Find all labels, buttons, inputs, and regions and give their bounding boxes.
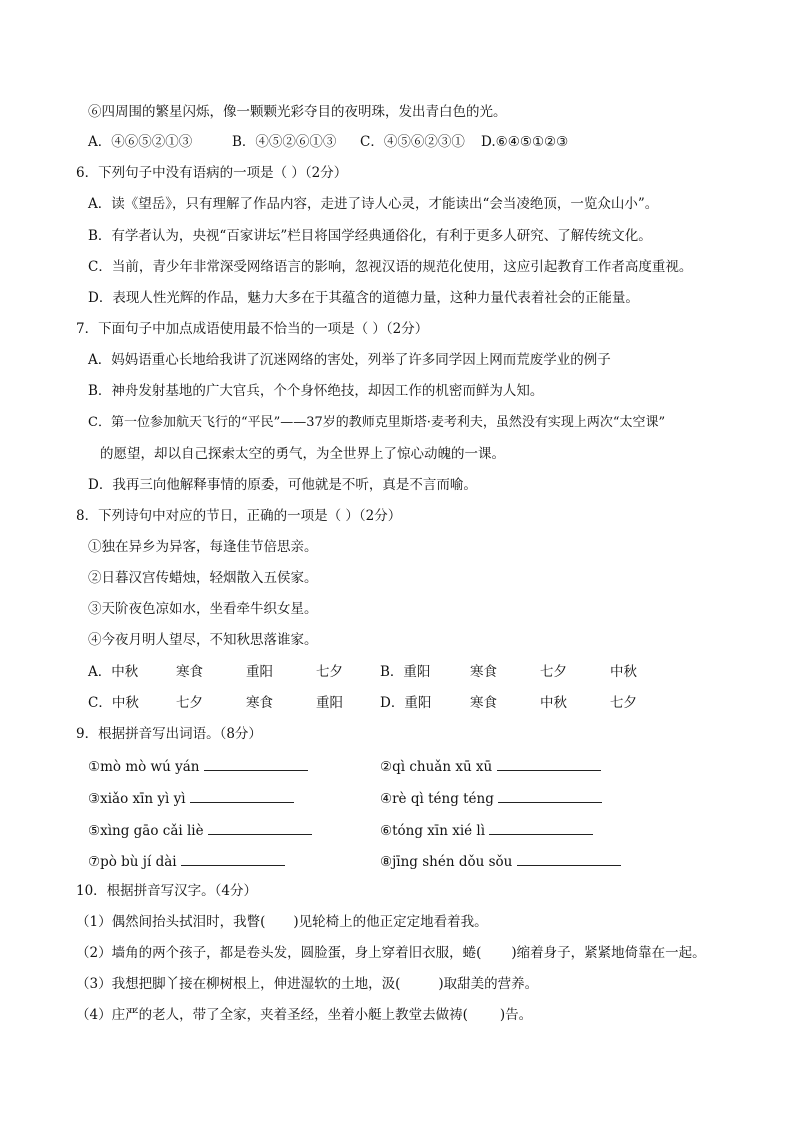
q7-option-d: D．我再三向他解释事情的原委，可他就是不听，真是不言而喻。 — [88, 477, 477, 493]
q9-item-5 — [88, 820, 312, 841]
question-9-stem: 9．根据拼音写出词语。（8分） — [76, 726, 262, 742]
q9-item-1-answer-line[interactable] — [204, 756, 308, 771]
q9-item-8-answer-line[interactable] — [517, 851, 621, 866]
q10-item-3-after: )取甜美的营养。 — [438, 976, 539, 992]
q9-item-3-answer-line[interactable] — [190, 788, 294, 803]
q9-item-6 — [380, 820, 593, 841]
q8-row1-cell-4: 七夕 — [316, 664, 343, 680]
q8-row1-cell-2: 寒食 — [176, 664, 203, 680]
question-5-item-6: ⑥四周围的繁星闪烁，像一颗颗光彩夺目的夜明珠，发出青白色的光。 — [88, 104, 507, 120]
q10-item-2 — [76, 943, 706, 963]
q10-item-2-after: )缩着身子，紧紧地倚靠在一起。 — [511, 945, 706, 961]
q9-item-1 — [88, 756, 308, 777]
q8-row1-cell-5: B．重阳 — [380, 664, 431, 680]
q6-option-c: C．当前，青少年非常深受网络语言的影响，忽视汉语的规范化使用，这应引起教育工作者高度重视。 — [88, 259, 693, 275]
q9-item-2 — [380, 756, 601, 777]
q6-option-a: A．读《望岳》，只有理解了作品内容，走进了诗人心灵，才能读出“会当凌绝顶，一览众山小”。 — [88, 196, 659, 212]
q9-item-5-pinyin: ⑤xìng gāo cǎi liè — [88, 823, 204, 839]
q7-option-b: B．神舟发射基地的广大官兵，个个身怀绝技，却因工作的机密而鲜为人知。 — [88, 383, 544, 399]
q9-item-5-answer-line[interactable] — [208, 820, 312, 835]
q8-row2-cell-1: C．中秋 — [88, 695, 139, 711]
question-8-stem: 8．下列诗句中对应的节日，正确的一项是（ ）（2分） — [76, 508, 402, 524]
question-7-stem: 7．下面句子中加点成语使用最不恰当的一项是（ ）（2分） — [76, 321, 429, 337]
q8-row1-cell-1: A．中秋 — [88, 664, 139, 680]
q9-item-2-pinyin: ②qì chuǎn xū xū — [380, 759, 493, 775]
q9-item-7-pinyin: ⑦pò bù jí dài — [88, 854, 177, 870]
q8-row2-cell-8: 七夕 — [610, 695, 637, 711]
q9-item-3-pinyin: ③xiǎo xīn yì yì — [88, 791, 186, 807]
q9-item-4 — [380, 788, 602, 809]
q9-item-7 — [88, 851, 285, 872]
q9-item-8-pinyin: ⑧jīng shén dǒu sǒu — [380, 854, 513, 870]
q10-item-4-after: )告。 — [499, 1007, 533, 1023]
q9-item-3 — [88, 788, 294, 809]
q5-option-d: D.⑥④⑤①②③ — [481, 134, 569, 150]
q9-item-1-pinyin: ①mò mò wú yán — [88, 759, 200, 775]
q10-item-2-before: （2）墙角的两个孩子，都是卷头发，圆脸蛋，身上穿着旧衣服，蜷( — [76, 945, 482, 961]
q7-option-c-line-2: 的愿望，却以自己探索太空的勇气，为全世界上了惊心动魄的一课。 — [100, 446, 505, 462]
q8-row2-cell-5: D．重阳 — [380, 695, 432, 711]
q8-row2-cell-7: 中秋 — [540, 695, 567, 711]
q8-row1-cell-7: 七夕 — [540, 664, 567, 680]
question-10-stem: 10．根据拼音写汉字。（4分） — [76, 883, 258, 899]
q8-row2-cell-6: 寒食 — [470, 695, 497, 711]
q9-item-2-answer-line[interactable] — [497, 756, 601, 771]
q7-option-a: A．妈妈语重心长地给我讲了沉迷网络的害处，列举了许多同学因上网而荒废学业的例子 — [88, 352, 611, 368]
q9-item-4-pinyin: ④rè qì téng téng — [380, 791, 494, 807]
q10-item-4-before: （4）庄严的老人，带了全家，夹着圣经，坐着小艇上教堂去做祷( — [76, 1007, 468, 1023]
q9-item-6-answer-line[interactable] — [489, 820, 593, 835]
q8-row1-cell-6: 寒食 — [470, 664, 497, 680]
q9-item-7-answer-line[interactable] — [181, 851, 285, 866]
q8-poem-4: ④今夜月明人望尽，不知秋思落谁家。 — [88, 632, 318, 648]
q9-item-8 — [380, 851, 621, 872]
q5-option-b: B．④⑤②⑥①③ — [232, 134, 337, 150]
q10-item-3 — [76, 974, 538, 994]
q10-item-3-before: （3）我想把脚丫接在柳树根上，伸进湿软的土地，汲( — [76, 976, 401, 992]
q8-row1-cell-8: 中秋 — [610, 664, 637, 680]
q9-item-6-pinyin: ⑥tóng xīn xié lì — [380, 823, 486, 839]
question-6-stem: 6．下列句子中没有语病的一项是（ ）（2分） — [76, 165, 348, 181]
q7-option-c-line-1: C．第一位参加航天飞行的“平民”——37岁的教师克里斯塔·麦考利夫，虽然没有实现上两次“太空课” — [88, 415, 666, 430]
q6-option-b: B．有学者认为，央视“百家讲坛”栏目将国学经典通俗化，有利于更多人研究、了解传统文化。 — [88, 228, 652, 244]
q10-item-1-after: )见轮椅上的他正定定地看着我。 — [293, 914, 488, 930]
q9-item-4-answer-line[interactable] — [498, 788, 602, 803]
q10-item-1-before: （1）偶然间抬头拭泪时，我瞥( — [76, 914, 266, 930]
q8-row2-cell-2: 七夕 — [176, 695, 203, 711]
q6-option-d: D．表现人性光辉的作品，魅力大多在于其蕴含的道德力量，这种力量代表着社会的正能量。 — [88, 290, 639, 306]
q8-poem-3: ③天阶夜色凉如水，坐看牵牛织女星。 — [88, 601, 318, 617]
q8-row1-cell-3: 重阳 — [246, 664, 273, 680]
q10-item-4 — [76, 1005, 532, 1025]
q8-poem-1: ①独在异乡为异客，每逢佳节倍思亲。 — [88, 539, 318, 555]
q10-item-1 — [76, 912, 488, 932]
q5-option-a: A．④⑥⑤②①③ — [88, 134, 193, 150]
q8-row2-cell-4: 重阳 — [316, 695, 343, 711]
q8-row2-cell-3: 寒食 — [246, 695, 273, 711]
q5-option-c: C．④⑤⑥②③① — [360, 134, 465, 150]
q8-poem-2: ②日暮汉宫传蜡烛，轻烟散入五侯家。 — [88, 570, 318, 586]
